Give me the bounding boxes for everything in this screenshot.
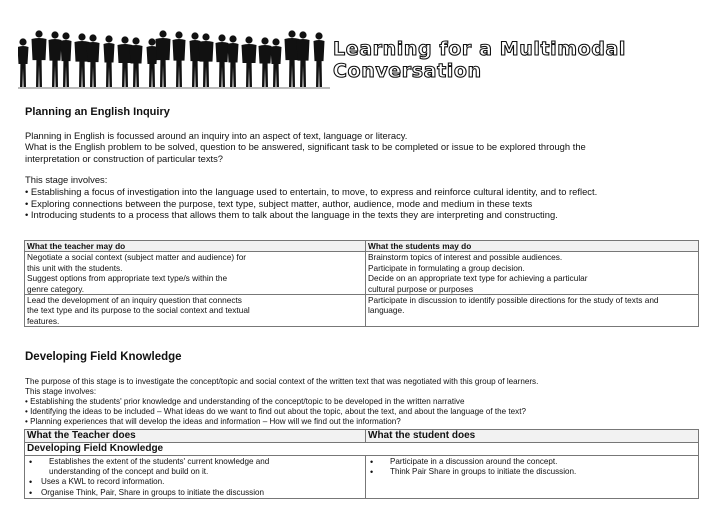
person-silhouette [118, 36, 133, 88]
field-line-2: This stage involves: [25, 387, 97, 396]
page-title: Learning for a Multimodal Conversation [333, 38, 627, 82]
cell-line: this unit with the students. [27, 262, 123, 273]
student-list-cell [366, 456, 699, 499]
person-silhouette [285, 30, 300, 88]
table-header-row [25, 430, 699, 443]
list-item-text: Uses a KWL to record information. [41, 477, 165, 487]
cell-line: the text type and its purpose to the social context and textual [27, 305, 250, 316]
bullet-1: • Establishing a focus of investigation into the language used to entertain, to move, to express and reinforce cultural identity, and to reflect. [25, 186, 598, 197]
cell-line: genre category. [27, 283, 85, 294]
intro-line-3: interpretation or construction of particular texts? [25, 153, 224, 164]
person-silhouette [156, 30, 171, 88]
list-item [382, 467, 696, 477]
table-row [25, 295, 699, 327]
person-silhouette [314, 32, 325, 88]
person-silhouette [75, 33, 90, 88]
header-student-does: What the student does [366, 430, 699, 443]
students-cell [366, 252, 699, 295]
person-silhouette [259, 37, 272, 88]
bullet-2: • Exploring connections between the purpose, text type, subject matter, author, audience, mode and medium in these texts [25, 198, 533, 209]
person-silhouette [32, 30, 47, 88]
person-silhouette [242, 36, 257, 88]
field-knowledge-table [24, 429, 699, 499]
teacher-list-cell [25, 456, 366, 499]
cell-line: Lead the development of an inquiry question that connects [27, 295, 242, 306]
table-row [25, 456, 699, 499]
cell-line: Negotiate a social context (subject matter and audience) for [27, 252, 247, 263]
field-line-3: • Establishing the students' prior knowledge and understanding of the concept/topic to be developed in the written narrative [25, 397, 465, 406]
section-heading-field-knowledge: Developing Field Knowledge [25, 351, 182, 363]
person-silhouette [61, 32, 72, 88]
list-item-text: Organise Think, Pair, Share in groups to initiate the discussion [41, 487, 265, 497]
intro-line-2: What is the English problem to be solved, question to be answered, significant task to be completed or issue to be explored through the [25, 141, 586, 152]
teacher-cell [25, 295, 366, 327]
stage-label: This stage involves: [25, 174, 108, 185]
person-silhouette [228, 35, 239, 88]
students-cell [366, 295, 699, 327]
cell-line: Participate in discussion to identify possible directions for the study of texts and [368, 295, 659, 306]
ground-shadow [18, 87, 330, 89]
person-silhouette [190, 32, 201, 88]
table-subheader-row [25, 443, 699, 456]
list-item [382, 457, 696, 467]
cell-line: Brainstorm topics of interest and possible audiences. [368, 252, 563, 263]
list-item [41, 457, 363, 467]
teacher-list [27, 457, 363, 498]
field-line-4: • Identifying the ideas to be included – What ideas do we want to find out about the topic, about the text, and about the language of the text? [25, 407, 526, 416]
list-item-text: Think Pair Share in groups to initiate the discussion. [390, 467, 577, 477]
list-item [41, 488, 363, 498]
header-teacher-does: What the Teacher does [25, 430, 366, 443]
person-silhouette [18, 38, 29, 88]
person-silhouette [49, 31, 62, 88]
person-silhouette [199, 33, 214, 88]
header-teacher: What the teacher may do [25, 241, 366, 252]
field-line-1: The purpose of this stage is to investigate the concept/topic and social context of the written text that was negotiated with this group of learners. [25, 377, 539, 386]
list-item [41, 477, 363, 487]
intro-line-1: Planning in English is focussed around an inquiry into an aspect of text, language or literacy. [25, 130, 408, 141]
list-item-text: Establishes the extent of the students' current knowledge and [49, 457, 270, 466]
person-silhouette [297, 31, 310, 88]
person-silhouette [216, 34, 229, 88]
person-silhouette [104, 35, 115, 88]
cell-line: language. [368, 305, 405, 316]
teacher-cell [25, 252, 366, 295]
person-silhouette [173, 31, 186, 88]
cell-line: Decide on an appropriate text type for achieving a particular [368, 273, 588, 284]
field-line-5: • Planning experiences that will develop the ideas and information – How will we find out the information? [25, 417, 401, 426]
person-silhouette [271, 38, 282, 88]
student-list [368, 457, 696, 477]
bullet-3: • Introducing students to a process that allows them to talk about the language in the texts they are interpreting and constructing. [25, 209, 558, 220]
table-row [25, 252, 699, 295]
table-header-row [25, 241, 699, 252]
cell-line: cultural purpose or purposes [368, 283, 474, 294]
header-students: What the students may do [366, 241, 699, 252]
list-item-continuation [41, 467, 363, 477]
list-item-text: Participate in a discussion around the concept. [390, 457, 558, 466]
people-silhouettes-banner [18, 28, 330, 90]
cell-line: Participate in formulating a group decision. [368, 262, 525, 273]
list-item-text: understanding of the concept and build on it. [49, 467, 209, 477]
section-heading-planning: Planning an English Inquiry [25, 106, 170, 118]
cell-line: Suggest options from appropriate text type/s within the [27, 273, 228, 284]
cell-line: features. [27, 315, 60, 326]
subheader-field-knowledge: Developing Field Knowledge [25, 443, 699, 456]
planning-table [24, 240, 699, 327]
